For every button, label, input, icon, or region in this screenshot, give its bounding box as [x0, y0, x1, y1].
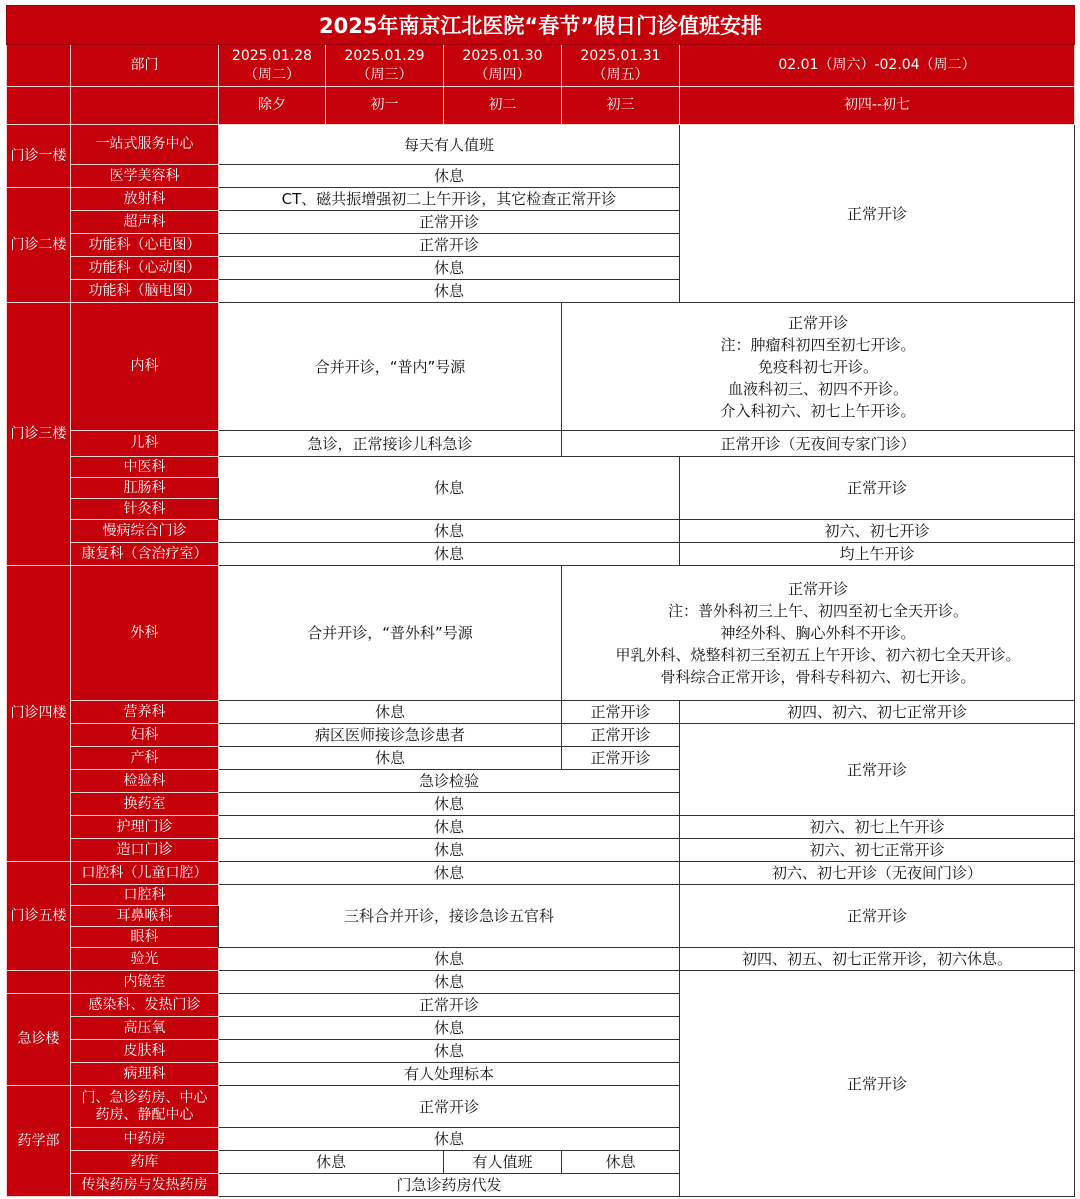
dept-medical-beauty: 医学美容科 — [71, 165, 219, 188]
schedule-cell: 休息 — [219, 165, 680, 188]
header-blank — [7, 45, 71, 87]
schedule-cell: 休息 — [219, 747, 562, 770]
dept-tcm: 中医科 — [71, 457, 219, 478]
schedule-cell: 正常开诊 — [680, 457, 1075, 520]
dept-infection-fever: 感染科、发热门诊 — [71, 994, 219, 1017]
schedule-cell: 正常开诊 — [219, 1086, 680, 1128]
dept-one-stop-service: 一站式服务中心 — [71, 125, 219, 165]
dept-eeg: 功能科（脑电图） — [71, 280, 219, 303]
schedule-cell-17-20: 正常开诊 — [680, 724, 1075, 816]
schedule-cell: 休息 — [219, 457, 680, 520]
dept-laboratory: 检验科 — [71, 770, 219, 793]
dept-dental: 口腔科 — [71, 885, 219, 906]
schedule-cell-notes: 正常开诊 注：肿瘤科初四至初七开诊。 免疫科初七开诊。 血液科初三、初四不开诊。 介入科初六、初七上午开诊。 — [562, 303, 1075, 431]
dept-endoscopy: 内镜室 — [71, 971, 219, 994]
schedule-cell: 正常开诊 — [219, 211, 680, 234]
dept-stoma-clinic: 造口门诊 — [71, 839, 219, 862]
header-lunar-0129: 初一 — [326, 87, 444, 125]
page-title: 2025年南京江北医院“春节”假日门诊值班安排 — [7, 6, 1075, 45]
section-pharmacy: 药学部 — [7, 1086, 71, 1197]
schedule-cell: 正常开诊 — [219, 994, 680, 1017]
dept-pediatric-dental: 口腔科（儿童口腔） — [71, 862, 219, 885]
schedule-cell: 初六、初七开诊（无夜间门诊） — [680, 862, 1075, 885]
schedule-cell: 初四、初六、初七正常开诊 — [680, 701, 1075, 724]
schedule-cell-28-36: 正常开诊 — [680, 971, 1075, 1197]
section-emergency-building: 急诊楼 — [7, 994, 71, 1086]
header-date-0128: 2025.01.28 （周二） — [219, 45, 326, 87]
dept-dressing-room: 换药室 — [71, 793, 219, 816]
schedule-cell: 休息 — [219, 971, 680, 994]
dept-gynecology: 妇科 — [71, 724, 219, 747]
dept-ecg: 功能科（心电图） — [71, 234, 219, 257]
dept-hyperbaric-oxygen: 高压氧 — [71, 1017, 219, 1040]
section-floor-2: 门诊二楼 — [7, 188, 71, 303]
schedule-cell: CT、磁共振增强初二上午开诊，其它检查正常开诊 — [219, 188, 680, 211]
dept-chronic-disease: 慢病综合门诊 — [71, 520, 219, 543]
dept-anorectal: 肛肠科 — [71, 478, 219, 499]
header-blank — [71, 87, 219, 125]
schedule-cell: 休息 — [219, 1017, 680, 1040]
schedule-cell-notes: 正常开诊 注：普外科初三上午、初四至初七全天开诊。 神经外科、胸心外科不开诊。 甲乳外科、烧整科初三至初五上午开诊、初六初七全天开诊。 骨科综合正常开诊，骨科专科初六、初七开诊。 — [562, 566, 1075, 701]
dept-ultrasound: 超声科 — [71, 211, 219, 234]
schedule-cell: 正常开诊 — [562, 724, 680, 747]
schedule-cell: 急诊检验 — [219, 770, 680, 793]
schedule-cell: 休息 — [219, 520, 680, 543]
section-floor-1: 门诊一楼 — [7, 125, 71, 188]
schedule-cell: 正常开诊 — [680, 885, 1075, 948]
schedule-cell: 有人值班 — [444, 1151, 562, 1174]
dept-optometry: 验光 — [71, 948, 219, 971]
section-floor-3: 门诊三楼 — [7, 303, 71, 566]
header-date-0130: 2025.01.30 （周四） — [444, 45, 562, 87]
schedule-cell: 休息 — [219, 839, 680, 862]
header-lunar-0128: 除夕 — [219, 87, 326, 125]
schedule-cell-1-7: 正常开诊 — [680, 125, 1075, 303]
schedule-sheet — [6, 5, 1074, 1197]
dept-infectious-pharmacy: 传染药房与发热药房 — [71, 1174, 219, 1197]
schedule-cell: 休息 — [562, 1151, 680, 1174]
schedule-cell: 正常开诊 — [562, 747, 680, 770]
schedule-cell: 每天有人值班 — [219, 125, 680, 165]
schedule-cell: 休息 — [219, 816, 680, 839]
schedule-cell: 休息 — [219, 1040, 680, 1063]
schedule-cell: 休息 — [219, 948, 680, 971]
schedule-cell: 有人处理标本 — [219, 1063, 680, 1086]
schedule-cell: 休息 — [219, 793, 680, 816]
header-lunar-0201-0204: 初四--初七 — [680, 87, 1075, 125]
header-dept: 部门 — [71, 45, 219, 87]
schedule-cell: 病区医师接诊急诊患者 — [219, 724, 562, 747]
dept-nursing-clinic: 护理门诊 — [71, 816, 219, 839]
schedule-cell: 三科合并开诊，接诊急诊五官科 — [219, 885, 680, 948]
schedule-cell: 初六、初七正常开诊 — [680, 839, 1075, 862]
schedule-cell: 休息 — [219, 280, 680, 303]
dept-drug-warehouse: 药库 — [71, 1151, 219, 1174]
schedule-cell: 休息 — [219, 1128, 680, 1151]
schedule-cell: 门急诊药房代发 — [219, 1174, 680, 1197]
schedule-cell: 初六、初七上午开诊 — [680, 816, 1075, 839]
dept-pharmacy-central: 门、急诊药房、中心 药房、静配中心 — [71, 1086, 219, 1128]
schedule-cell: 初四、初五、初七正常开诊，初六休息。 — [680, 948, 1075, 971]
dept-ent: 耳鼻喉科 — [71, 906, 219, 927]
schedule-cell: 急诊，正常接诊儿科急诊 — [219, 431, 562, 457]
schedule-cell: 休息 — [219, 543, 680, 566]
header-blank — [7, 87, 71, 125]
section-floor-4: 门诊四楼 — [7, 566, 71, 862]
dept-tcm-pharmacy: 中药房 — [71, 1128, 219, 1151]
schedule-cell: 休息 — [219, 257, 680, 280]
header-date-0131: 2025.01.31 （周五） — [562, 45, 680, 87]
dept-ophthalmology: 眼科 — [71, 927, 219, 948]
schedule-cell: 正常开诊 — [562, 701, 680, 724]
header-lunar-0130: 初二 — [444, 87, 562, 125]
schedule-cell: 合并开诊，“普外科”号源 — [219, 566, 562, 701]
section-floor-5: 门诊五楼 — [7, 862, 71, 971]
header-lunar-0131: 初三 — [562, 87, 680, 125]
dept-internal-medicine: 内科 — [71, 303, 219, 431]
schedule-table — [6, 5, 1075, 1197]
dept-pediatrics: 儿科 — [71, 431, 219, 457]
schedule-cell: 休息 — [219, 1151, 444, 1174]
dept-pathology: 病理科 — [71, 1063, 219, 1086]
schedule-cell: 均上午开诊 — [680, 543, 1075, 566]
section-blank — [7, 971, 71, 994]
dept-rehabilitation: 康复科（含治疗室） — [71, 543, 219, 566]
dept-acupuncture: 针灸科 — [71, 499, 219, 520]
dept-surgery: 外科 — [71, 566, 219, 701]
schedule-cell: 初六、初七开诊 — [680, 520, 1075, 543]
schedule-cell: 休息 — [219, 701, 562, 724]
schedule-cell: 正常开诊 — [219, 234, 680, 257]
dept-dermatology: 皮肤科 — [71, 1040, 219, 1063]
dept-obstetrics: 产科 — [71, 747, 219, 770]
schedule-cell: 正常开诊（无夜间专家门诊） — [562, 431, 1075, 457]
schedule-cell: 休息 — [219, 862, 680, 885]
schedule-cell: 合并开诊，“普内”号源 — [219, 303, 562, 431]
header-date-0129: 2025.01.29 （周三） — [326, 45, 444, 87]
dept-radiology: 放射科 — [71, 188, 219, 211]
dept-nutrition: 营养科 — [71, 701, 219, 724]
dept-echo: 功能科（心动图） — [71, 257, 219, 280]
header-date-0201-0204: 02.01（周六）-02.04（周二） — [680, 45, 1075, 87]
